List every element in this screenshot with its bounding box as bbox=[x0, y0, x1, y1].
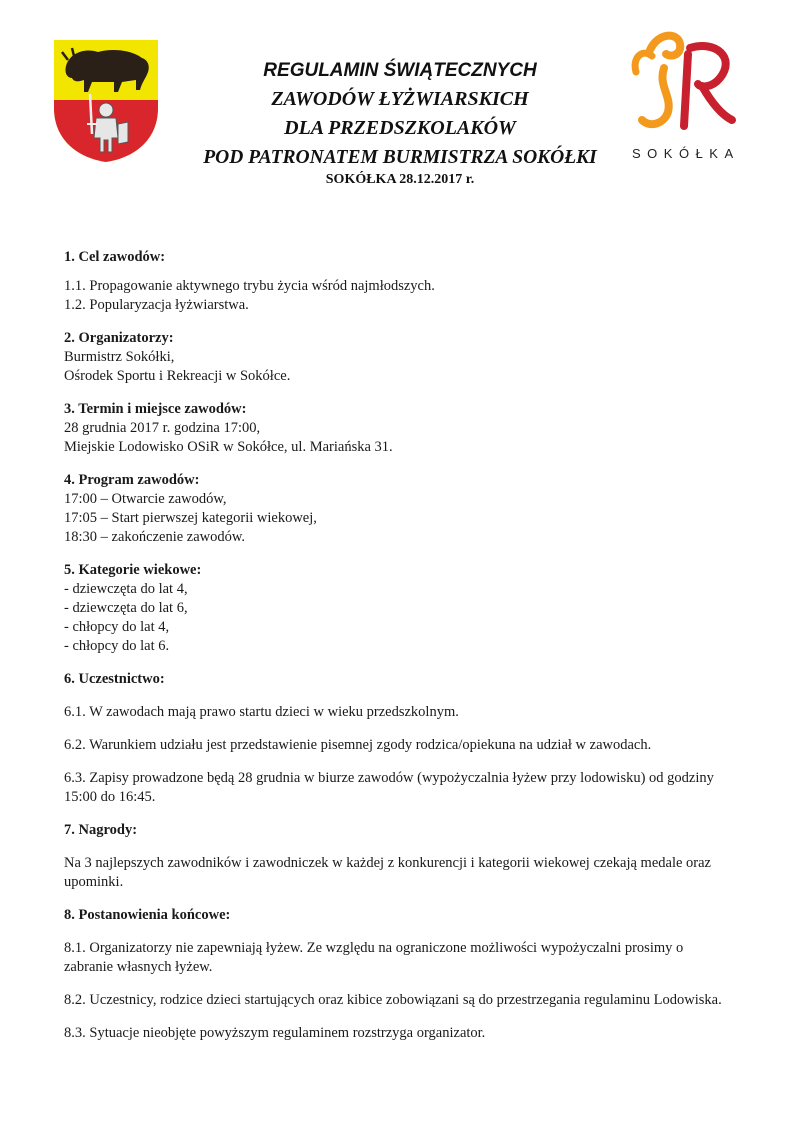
page-title bbox=[160, 56, 640, 172]
logo-text: SOKÓŁKA bbox=[632, 146, 740, 161]
title-line-4: POD PATRONATEM BURMISTRZA SOKÓŁKI bbox=[203, 147, 597, 168]
title-line-3: DLA PRZEDSZKOLAKÓW bbox=[284, 117, 516, 139]
section-line: - dziewczęta do lat 6, bbox=[64, 600, 188, 616]
event-date: SOKÓŁKA 28.12.2017 r. bbox=[325, 172, 475, 187]
regulations-body bbox=[64, 248, 734, 1043]
section-paragraph: 6.1. W zawodach mają prawo startu dzieci w wieku przedszkolnym. bbox=[64, 704, 459, 720]
title-line-2: ZAWODÓW ŁYŻWIARSKICH bbox=[271, 88, 529, 110]
section-line: 1.2. Popularyzacja łyżwiarstwa. bbox=[64, 297, 249, 313]
section-line: - chłopcy do lat 6. bbox=[64, 638, 170, 654]
section-paragraph: 8.2. Uczestnicy, rodzice dzieci startujących oraz kibice zobowiązani są do przestrzegania regulaminu Lodowiska. bbox=[64, 992, 722, 1008]
section-line: - chłopcy do lat 4, bbox=[64, 619, 170, 635]
section-heading: 3. Termin i miejsce zawodów: bbox=[64, 401, 247, 417]
section-heading: 4. Program zawodów: bbox=[64, 472, 200, 488]
section-line: 17:05 – Start pierwszej kategorii wiekowej, bbox=[64, 510, 317, 526]
section-line: - dziewczęta do lat 4, bbox=[64, 581, 188, 597]
section-paragraph: 8.1. Organizatorzy nie zapewniają łyżew. Ze względu na ograniczone możliwości wypożyczalni prosimy o zabranie własnych łyżew. bbox=[64, 940, 684, 975]
section-line: Miejskie Lodowisko OSiR w Sokółce, ul. Mariańska 31. bbox=[64, 439, 393, 455]
title-line-1: REGULAMIN ŚWIĄTECZNYCH bbox=[263, 60, 537, 81]
section-line: 28 grudnia 2017 r. godzina 17:00, bbox=[64, 420, 261, 436]
section-heading: 7. Nagrody: bbox=[64, 822, 138, 838]
section-paragraph: 6.2. Warunkiem udziału jest przedstawienie pisemnej zgody rodzica/opiekuna na udział w zawodach. bbox=[64, 737, 652, 753]
section-heading: 1. Cel zawodów: bbox=[64, 249, 166, 265]
coat-of-arms-icon bbox=[52, 38, 160, 164]
section-paragraph: Na 3 najlepszych zawodników i zawodniczek w każdej z konkurencji i kategorii wiekowej czekają medale oraz upominki. bbox=[64, 855, 711, 890]
section-line: 17:00 – Otwarcie zawodów, bbox=[64, 491, 227, 507]
sokolka-logo-icon bbox=[628, 28, 740, 136]
section-line: 18:30 – zakończenie zawodów. bbox=[64, 529, 246, 545]
section-line: Burmistrz Sokółki, bbox=[64, 349, 175, 365]
section-heading: 2. Organizatorzy: bbox=[64, 330, 174, 346]
section-heading: 5. Kategorie wiekowe: bbox=[64, 562, 202, 578]
section-heading: 6. Uczestnictwo: bbox=[64, 671, 165, 687]
section-line: 1.1. Propagowanie aktywnego trybu życia wśród najmłodszych. bbox=[64, 278, 435, 294]
section-paragraph: 6.3. Zapisy prowadzone będą 28 grudnia w biurze zawodów (wypożyczalnia łyżew przy lodowisku) od godziny 15:00 do 16:45. bbox=[64, 770, 714, 805]
section-heading: 8. Postanowienia końcowe: bbox=[64, 907, 231, 923]
section-line: Ośrodek Sportu i Rekreacji w Sokółce. bbox=[64, 368, 291, 384]
section-paragraph: 8.3. Sytuacje nieobjęte powyższym regulaminem rozstrzyga organizator. bbox=[64, 1025, 486, 1041]
